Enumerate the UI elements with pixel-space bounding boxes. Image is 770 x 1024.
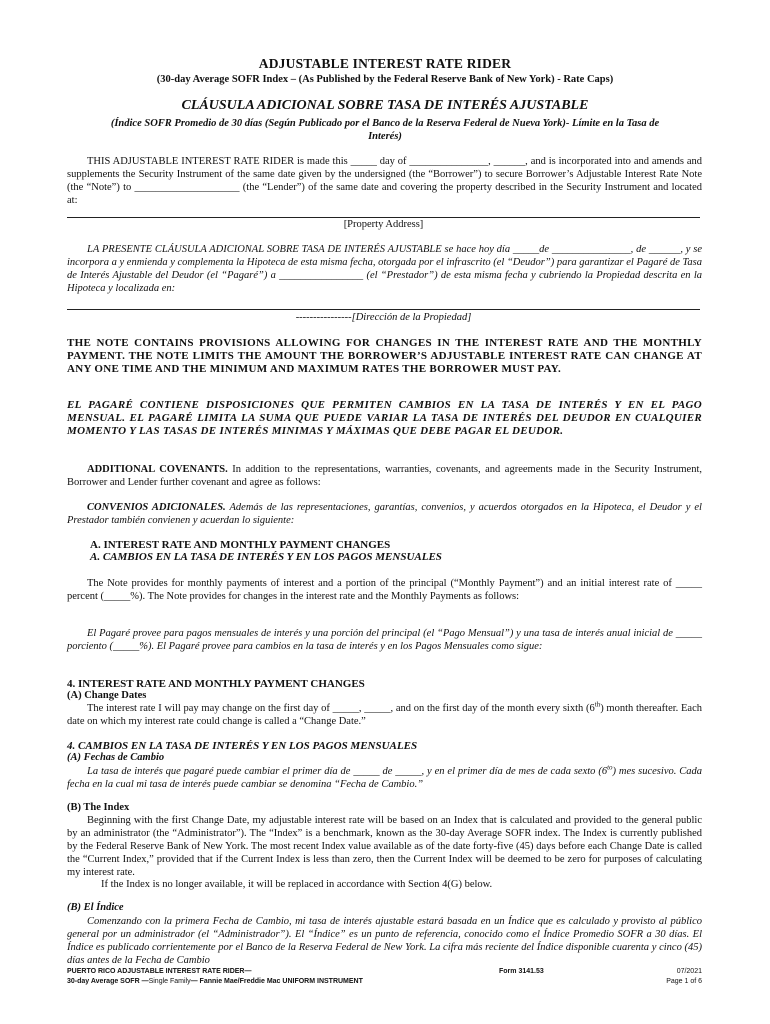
section-a-heading-en: A. INTEREST RATE AND MONTHLY PAYMENT CHANGES xyxy=(90,539,391,551)
covenants-heading-en: ADDITIONAL COVENANTS. xyxy=(87,464,228,475)
notice-es: EL PAGARÉ CONTIENE DISPOSICIONES QUE PERMITEN CAMBIOS EN LA TASA DE INTERÉS Y EN EL PAGO MENSUAL. EL PAGARÉ LIMITA LA SUMA QUE PUEDE VARIAR LA TASA DE INTERÉS DEL DEUDOR EN CUALQUIER MOMENTO Y LAS TASAS DE INTERÉS MINIMAS Y MÁXIMAS QUE DEBE PAGAR EL DEUDOR. xyxy=(67,399,702,437)
section-4a-text-en-part1: The interest rate I will pay may change on the first day of _____, _____, and on the first day of the month every sixth (6 xyxy=(87,703,595,714)
footer-page-number: Page 1 of 6 xyxy=(666,978,702,985)
rider-title-en: ADJUSTABLE INTEREST RATE RIDER xyxy=(258,56,512,71)
footer-form-title: PUERTO RICO ADJUSTABLE INTEREST RATE RIDER— xyxy=(67,968,252,975)
address-line-es xyxy=(67,309,700,310)
section-4a-text-es xyxy=(67,765,702,791)
footer-date: 07/2021 xyxy=(676,968,702,975)
section-4-heading-es: 4. CAMBIOS EN LA TASA DE INTERÉS Y EN LOS PAGOS MENSUALES xyxy=(67,740,418,752)
covenants-es xyxy=(67,501,702,527)
section-4b-text-en: Beginning with the first Change Date, my adjustable interest rate will be based on an Index that is calculated and provided to the general public by an administrator (the “Administrator”). The “Index” is a benchmark, known as the 30-day Average SOFR index. The Index is currently published by the Federal Reserve Bank of New York. The most recent Index value available as of the date forty-five (45) days before each Change Date is called the “Current Index,” provided that if the Current Index is less than zero, then the Current Index will be deemed to be zero for purposes of calculating my interest rate. xyxy=(67,815,702,878)
footer-instrument: — Fannie Mae/Freddie Mac UNIFORM INSTRUMENT xyxy=(190,978,363,985)
section-4a-heading-es: (A) Fechas de Cambio xyxy=(67,752,165,763)
rider-subtitle-en: (30-day Average SOFR Index – (As Published by the Federal Reserve Bank of New York) - Rate Caps) xyxy=(156,74,614,85)
section-4a-text-en-part2: ) month thereafter. Each date on which my interest rate could change is called a “Change Date.” xyxy=(67,703,702,727)
intro-paragraph-en: THIS ADJUSTABLE INTEREST RATE RIDER is made this _____ day of _______________, ______, and is incorporated into and amends and supplements the Security Instrument of the same date given by the undersigned (the “Borrower”) to secure Borrower’s Adjustable Interest Rate Note (the “Note”) to ____________________ (the “Lender”) of the same date and covering the property described in the Security Instrument and located at: xyxy=(67,156,702,206)
rider-subtitle-es: (Índice SOFR Promedio de 30 días (Según Publicado por el Banco de la Reserva Federal de Nueva York)- Límite en la Tasa de Interés) xyxy=(110,118,660,142)
page-footer xyxy=(67,967,702,989)
ordinal-suffix-es: to xyxy=(607,763,613,772)
section-4a-heading-en: (A) Change Dates xyxy=(67,690,147,701)
section-a-text-en: The Note provides for monthly payments of interest and a portion of the principal (“Monthly Payment”) and an initial interest rate of _____ percent (_____%). The Note provides for changes in the interest rate and the Monthly Payments as follows: xyxy=(67,578,702,602)
covenants-text-en: In addition to the representations, warranties, covenants, and agreements made in the Security Instrument, Borrower and Lender further covenant and agree as follows: xyxy=(67,464,702,488)
section-4b-heading-es: (B) El Índice xyxy=(67,902,124,913)
footer-index-name: 30-day Average SOFR — xyxy=(67,978,149,985)
section-4a-text-en xyxy=(67,702,702,728)
section-4b-heading-en: (B) The Index xyxy=(67,802,130,813)
section-a-text-es: El Pagaré provee para pagos mensuales de interés y una porción del principal (el “Pago Mensual”) y una tasa de interés anual inicial de _____ porciento (_____%). El Pagaré provee para cambios en la tasa de interés y en los Pagos Mensuales como sigue: xyxy=(67,628,702,652)
section-a-heading-es: A. CAMBIOS EN LA TASA DE INTERÉS Y EN LOS PAGOS MENSUALES xyxy=(90,551,442,563)
section-4a-text-es-part2: ) mes sucesivo. Cada fecha en la cual mi tasa de interés puede cambiar se denomina “Fecha de Cambio.” xyxy=(67,766,703,790)
intro-paragraph-es: LA PRESENTE CLÁUSULA ADICIONAL SOBRE TASA DE INTERÉS AJUSTABLE se hace hoy día _____de _______________, de ______, y se incorpora a y enmienda y complementa la Hipoteca de esta misma fecha, otorgada por el infrascrito (el “Deudor”) para garantizar el Pagaré de Tasa de Interés Ajustable del Deudor (el “Pagaré”) a ________________ (el “Prestador”) de esta misma fecha y cubriendo la Propiedad descrita en la Hipoteca y localizada en: xyxy=(67,244,702,294)
covenants-heading-es: CONVENIOS ADICIONALES. xyxy=(87,502,226,513)
notice-en: THE NOTE CONTAINS PROVISIONS ALLOWING FOR CHANGES IN THE INTEREST RATE AND THE MONTHLY PAYMENT. THE NOTE LIMITS THE AMOUNT THE BORROWER’S ADJUSTABLE INTEREST RATE CAN CHANGE AT ANY ONE TIME AND THE MINIMUM AND MAXIMUM RATES THE BORROWER MUST PAY. xyxy=(67,337,702,375)
ordinal-suffix: th xyxy=(594,700,601,709)
property-address-label-es: ----------------[Dirección de la Propiedad] xyxy=(295,312,472,323)
footer-form-subtitle xyxy=(67,977,363,986)
footer-family-type: Single Family xyxy=(148,978,191,985)
covenants-en xyxy=(67,463,702,489)
section-4b-text-es: Comenzando con la primera Fecha de Cambio, mi tasa de interés ajustable estará basada en un Índice que es calculado y provisto al público general por un administrador (el “Administrador”). El “Índice” es un punto de referencia, conocido como el Índice Promedio SOFR a 30 días. El Índice es publicado corrientemente por el Banco de la Reserva Federal de New York. La cifra más reciente del Índice disponible cuarenta y cinco (45) días antes de la Fecha de Cambio xyxy=(67,916,702,966)
section-4b-text-en-2: If the Index is no longer available, it will be replaced in accordance with Section 4(G) below. xyxy=(101,879,493,890)
footer-form-number: Form 3141.53 xyxy=(499,968,544,975)
property-address-label: [Property Address] xyxy=(343,219,424,230)
covenants-text-es: Además de las representaciones, garantías, convenios, y acuerdos otorgados en la Hipoteca, el Deudor y el Prestador también convienen y acuerdan lo siguiente: xyxy=(67,502,702,526)
rider-title-es: CLÁUSULA ADICIONAL SOBRE TASA DE INTERÉS AJUSTABLE xyxy=(181,98,589,113)
section-4-heading-en: 4. INTEREST RATE AND MONTHLY PAYMENT CHANGES xyxy=(67,678,365,690)
address-line xyxy=(67,217,700,218)
section-4a-text-es-part1: La tasa de interés que pagaré puede cambiar el primer día de _____ de _____, y en el primer día de mes de cada sexto (6 xyxy=(87,766,608,777)
